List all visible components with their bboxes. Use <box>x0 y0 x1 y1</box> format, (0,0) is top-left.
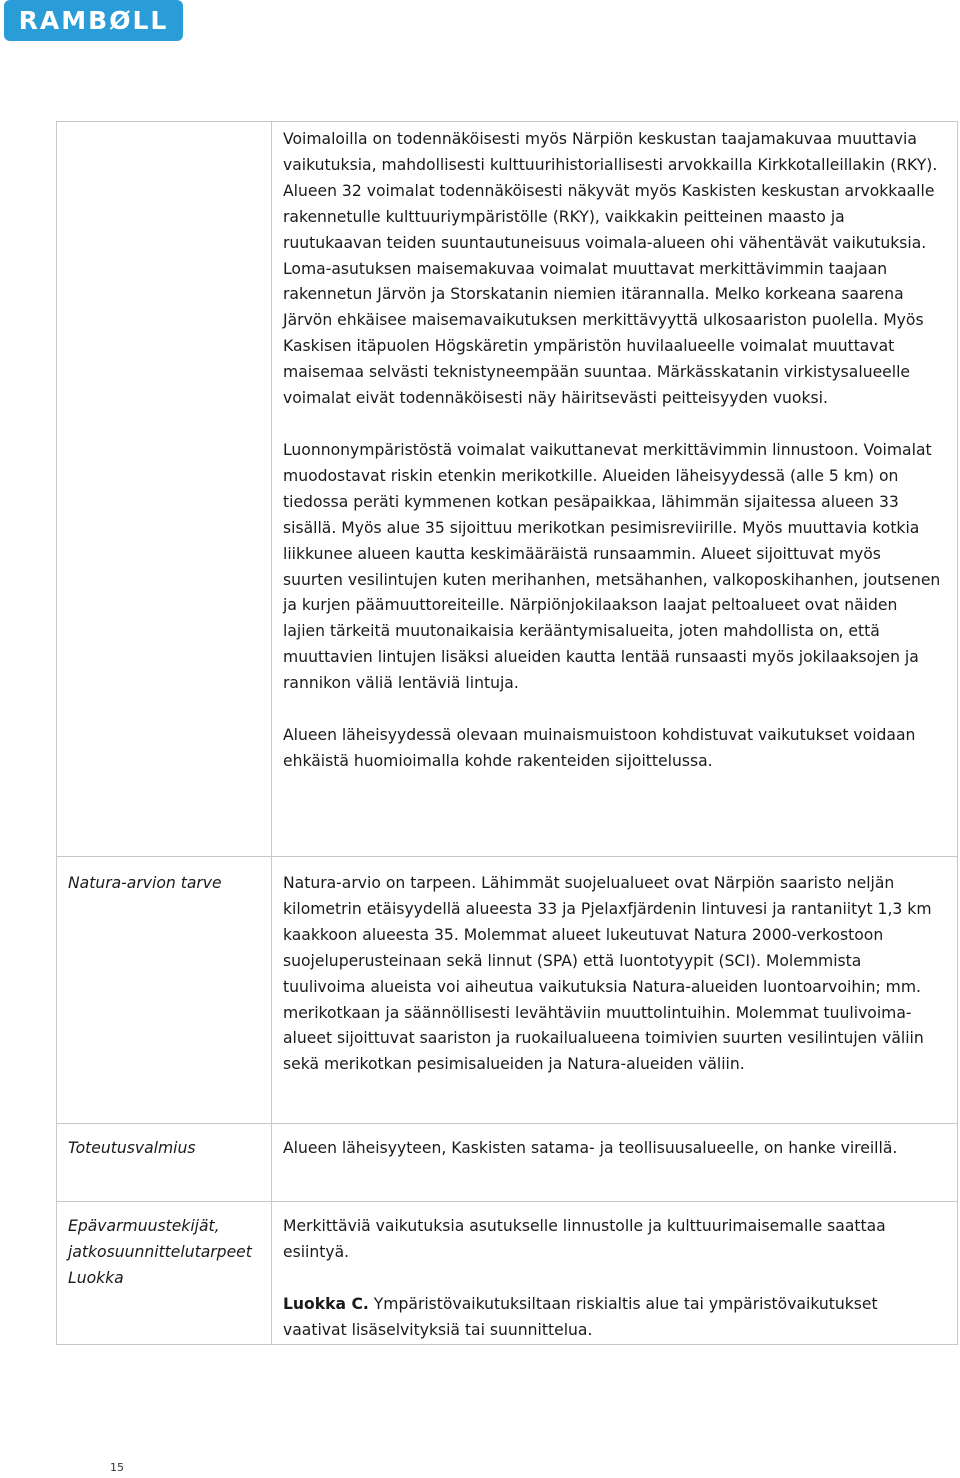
natura-label: Natura-arvion tarve <box>57 857 272 1124</box>
page-number: 15 <box>110 1461 124 1474</box>
nature-paragraph: Luonnonympäristöstä voimalat vaikuttanevat merkittävimmin linnustoon. Voimalat muodostavat riskin etenkin merikotkille. Alueiden läheisyydessä (alle 5 km) on tiedossa peräti kymmenen kotkan pesäpaikkaa, lähimmän sijaitessa alueen 33 sisällä. Myös alue 35 sijoittuu merikotkan pesimisreviirille. Myös muuttavia kotkia liikkunee alueen kautta keskimääräistä runsaammin. Alueet sijoittuvat myös suurten vesilintujen kuten merihanhen, metsähanhen, valkoposkihanhen, joutsenen ja kurjen päämuuttoreiteille. Närpiönjokilaakson laajat peltoalueet ovat näiden lajien tärkeitä muutonaikaisia kerääntymisalueita, joten mahdollista on, että muuttavien lintujen lisäksi alueiden kautta lentää runsaasti myös jokilaaksojen ja rannikon väliä lentäviä lintuja. <box>283 440 941 693</box>
class-label: Luokka <box>68 1268 124 1287</box>
row-label-empty <box>57 122 272 857</box>
table-row <box>57 1124 958 1202</box>
readiness-label: Toteutusvalmius <box>57 1124 272 1202</box>
impact-description-cell <box>272 122 958 857</box>
table-row <box>57 857 958 1124</box>
natura-cell <box>272 857 958 1124</box>
table-row <box>57 1202 958 1345</box>
assessment-table <box>56 121 958 1345</box>
class-description: Ympäristövaikutuksiltaan riskialtis alue tai ympäristövaikutukset vaativat lisäselvityksiä tai suunnittelua. <box>283 1294 878 1339</box>
antiquity-paragraph: Alueen läheisyydessä olevaan muinaismuistoon kohdistuvat vaikutukset voidaan ehkäistä huomioimalla kohde rakenteiden sijoittelussa. <box>283 726 916 770</box>
landscape-paragraph: Voimaloilla on todennäköisesti myös Närpiön keskustan taajamakuvaa muuttavia vaikutuksia, mahdollisesti kulttuurihistoriallisesti arvokkailla Kirkkotalleillakin (RKY). Alueen 32 voimalat todennäköisesti näkyvät myös Kaskisten keskustan arvokkaalle rakennetulle kulttuuriympäristölle (RKY), vaikkakin peitteinen maasto ja ruutukaavan teiden suuntautuneisuus voimala-alueen ohi vähentävät vaikutuksia. Loma-asutuksen maisemakuvaa voimalat muuttavat merkittävimmin taajaan rakennetun Järvön ja Storskatanin niemien itärannalla. Melko korkeana saarena Järvön ehkäisee maisemavaikutuksen merkittävyyttä ulkosaariston puolella. Myös Kaskisen itäpuolen Högskäretin ympäristön huvilaalueelle voimalat muuttavat maisemaa selvästi teknistyneempään suuntaa. Märkässkatanin virkistysalueelle voimalat eivät todennäköisesti näy häiritsevästi peitteisyyden vuoksi. <box>283 130 938 408</box>
ramboll-logo <box>4 0 183 41</box>
uncertainty-label: Epävarmuustekijät, jatkosuunnittelutarpeet <box>68 1217 252 1261</box>
table-row <box>57 122 958 857</box>
uncertainty-label-cell <box>57 1202 272 1345</box>
readiness-paragraph: Alueen läheisyyteen, Kaskisten satama- ja teollisuusalueelle, on hanke vireillä. <box>283 1139 898 1157</box>
uncertainty-paragraph: Merkittäviä vaikutuksia asutukselle linnustolle ja kulttuurimaisemalle saattaa esiintyä. <box>283 1217 886 1261</box>
logo-text: RAMBØLL <box>18 6 169 35</box>
class-paragraph <box>283 1292 943 1344</box>
readiness-cell <box>272 1124 958 1202</box>
natura-paragraph: Natura-arvio on tarpeen. Lähimmät suojelualueet ovat Närpiön saaristo neljän kilometrin etäisyydellä alueesta 33 ja Pjelaxfjärdenin lintuvesi ja rantaniityt 1,3 km kaakkoon alueesta 35. Molemmat alueet lukeutuvat Natura 2000-verkostoon suojeluperusteinaan sekä linnut (SPA) että luontotyypit (SCI). Molemmista tuulivoima alueista voi aiheutua vaikutuksia Natura-alueiden luontoarvoihin; mm. merikotkaan ja säännöllisesti levähtäviin muuttolintuihin. Molemmat tuulivoima-alueet sijoittuvat saariston ja ruokailualueena toimivien suurten vesilintujen väliin sekä merikotkan pesimisalueiden ja Natura-alueiden väliin. <box>283 874 932 1074</box>
uncertainty-cell <box>272 1202 958 1345</box>
class-value: Luokka C. <box>283 1294 369 1313</box>
